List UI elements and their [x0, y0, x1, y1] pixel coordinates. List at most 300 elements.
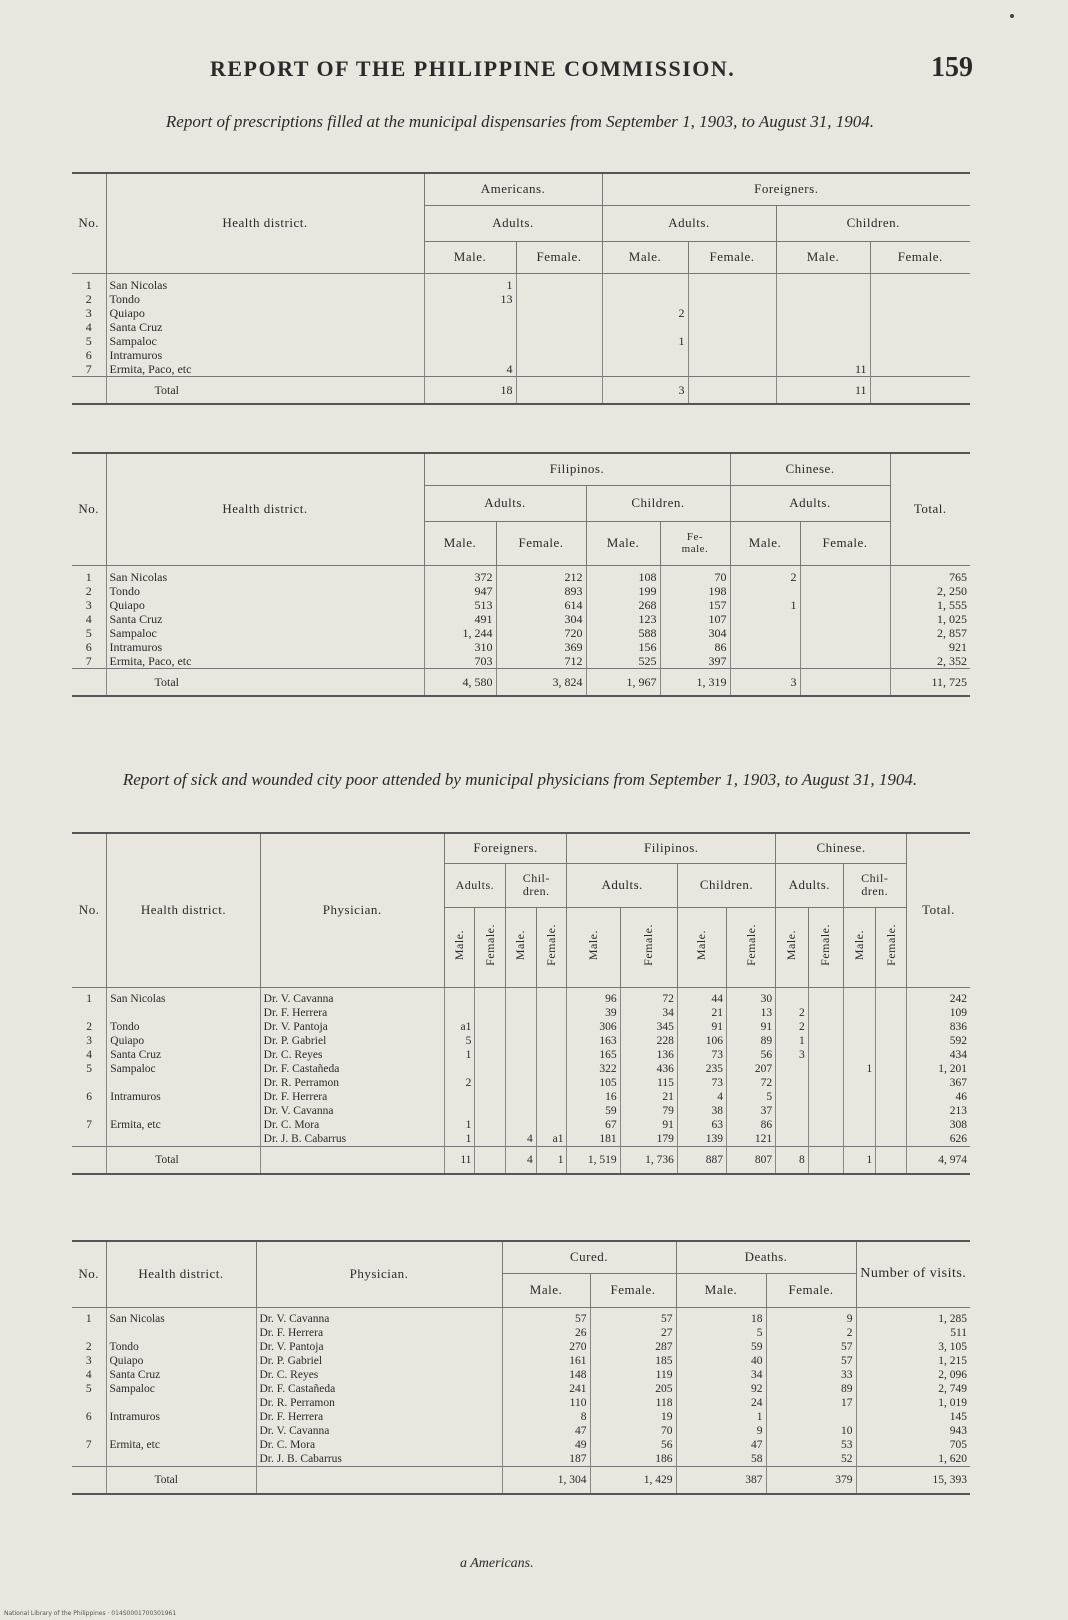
col-header-district: Health district.	[106, 453, 424, 565]
table-row	[72, 626, 970, 640]
health-district: Quiapo	[106, 1354, 256, 1368]
health-district: Ermita, etc	[106, 1438, 256, 1452]
data-cell: 3	[776, 1048, 809, 1062]
data-cell	[776, 1090, 809, 1104]
data-cell: 2	[730, 565, 800, 584]
data-cell: 1	[602, 334, 688, 348]
table-row	[72, 334, 970, 348]
data-cell: 1, 201	[906, 1062, 970, 1076]
data-cell	[424, 320, 516, 334]
vertical-label: Male.	[694, 929, 709, 961]
row-number: 2	[72, 1340, 106, 1354]
table-row	[72, 1132, 970, 1147]
table-row	[72, 1410, 970, 1424]
data-cell	[843, 1020, 876, 1034]
col-header-chinese-adults: Adults.	[730, 485, 890, 521]
row-number: 5	[72, 334, 106, 348]
data-cell: 89	[766, 1382, 856, 1396]
health-district: Sampaloc	[106, 1382, 256, 1396]
data-cell: 765	[890, 565, 970, 584]
data-cell: 2, 096	[856, 1368, 970, 1382]
table-row	[72, 1368, 970, 1382]
data-cell: 105	[567, 1076, 620, 1090]
table-row	[72, 565, 970, 584]
data-cell	[870, 273, 970, 292]
data-cell: 2, 857	[890, 626, 970, 640]
col-header-deaths: Deaths.	[676, 1241, 856, 1273]
total-label: Total	[107, 1146, 260, 1174]
data-cell: 372	[424, 565, 496, 584]
data-cell	[870, 320, 970, 334]
data-cell: a1	[444, 1020, 475, 1034]
data-cell	[475, 1132, 506, 1147]
data-cell: 47	[502, 1424, 590, 1438]
health-district	[106, 1452, 256, 1467]
data-cell	[776, 334, 870, 348]
health-district: Ermita, etc	[107, 1118, 260, 1132]
col-header-physician: Physician.	[256, 1241, 502, 1307]
col-header-male: Male.	[676, 1273, 766, 1307]
data-cell: 3, 105	[856, 1340, 970, 1354]
data-cell: 2, 250	[890, 584, 970, 598]
total-cell: 1, 304	[502, 1466, 590, 1494]
data-cell: 1, 285	[856, 1307, 970, 1326]
data-cell: 181	[567, 1132, 620, 1147]
data-cell: 70	[660, 565, 730, 584]
data-cell: 165	[567, 1048, 620, 1062]
physician-name: Dr. F. Herrera	[260, 1006, 444, 1020]
col-header-male: Male.	[586, 521, 660, 565]
data-cell	[808, 1048, 843, 1062]
row-number: 6	[72, 348, 106, 362]
total-cell: 1	[536, 1146, 567, 1174]
vertical-label: Female.	[818, 924, 833, 966]
row-number: 2	[72, 1020, 107, 1034]
col-header-female: Female.	[800, 521, 890, 565]
col-header-physician: Physician.	[260, 833, 444, 987]
data-cell: 156	[586, 640, 660, 654]
vertical-label: Male.	[784, 929, 799, 961]
data-cell: 72	[726, 1076, 775, 1090]
col-header-female	[620, 907, 677, 987]
data-cell	[506, 1104, 537, 1118]
data-cell	[506, 1118, 537, 1132]
physician-name: Dr. F. Castañeda	[256, 1382, 502, 1396]
data-cell: 5	[444, 1034, 475, 1048]
row-number: 7	[72, 654, 106, 669]
physician-name: Dr. R. Perramon	[260, 1076, 444, 1090]
data-cell: 49	[502, 1438, 590, 1452]
total-row	[72, 1466, 970, 1494]
table-row	[72, 348, 970, 362]
data-cell	[870, 362, 970, 377]
data-cell: 228	[620, 1034, 677, 1048]
row-number	[72, 668, 106, 696]
row-number: 3	[72, 1354, 106, 1368]
total-cell: 1, 519	[567, 1146, 620, 1174]
data-cell: 511	[856, 1326, 970, 1340]
data-cell: 119	[590, 1368, 676, 1382]
row-number	[72, 1132, 107, 1147]
data-cell: 179	[620, 1132, 677, 1147]
health-district	[107, 1076, 260, 1090]
data-cell: 186	[590, 1452, 676, 1467]
col-header-female: Female.	[870, 241, 970, 273]
table-row	[72, 362, 970, 377]
data-cell	[688, 334, 776, 348]
table-row	[72, 654, 970, 669]
row-number: 4	[72, 320, 106, 334]
total-cell: 1	[843, 1146, 876, 1174]
row-number: 6	[72, 1090, 107, 1104]
data-cell	[475, 1006, 506, 1020]
col-header-district: Health district.	[106, 1241, 256, 1307]
data-cell: 4	[506, 1132, 537, 1147]
health-district	[106, 1396, 256, 1410]
row-number: 6	[72, 640, 106, 654]
data-cell	[536, 1034, 567, 1048]
data-cell: 2	[766, 1326, 856, 1340]
data-cell: 241	[502, 1382, 590, 1396]
data-cell: 921	[890, 640, 970, 654]
vertical-label: Male.	[586, 929, 601, 961]
table-row	[72, 1034, 970, 1048]
data-cell	[506, 1076, 537, 1090]
data-cell: 46	[906, 1090, 970, 1104]
table-row	[72, 612, 970, 626]
row-number: 1	[72, 565, 106, 584]
data-cell	[688, 348, 776, 362]
data-cell: 86	[726, 1118, 775, 1132]
physician-name: Dr. P. Gabriel	[260, 1034, 444, 1048]
data-cell: 121	[726, 1132, 775, 1147]
data-cell: 705	[856, 1438, 970, 1452]
data-cell	[602, 320, 688, 334]
scan-credit: National Library of the Philippines · 014S0001700301961	[4, 1610, 177, 1617]
physician-name: Dr. V. Cavanna	[260, 1104, 444, 1118]
sick-wounded-table-outcomes	[72, 1240, 970, 1495]
total-cell: 15, 393	[856, 1466, 970, 1494]
caption-sick-and-wounded: Report of sick and wounded city poor attended by municipal physicians from September 1, 1903, to August 31, 1904.	[122, 770, 918, 789]
prescriptions-table-americans-foreigners	[72, 172, 970, 405]
col-header-no: No.	[72, 453, 106, 565]
data-cell	[536, 1062, 567, 1076]
data-cell	[536, 1048, 567, 1062]
data-cell	[444, 1006, 475, 1020]
data-cell: 53	[766, 1438, 856, 1452]
data-cell	[730, 626, 800, 640]
row-number: 1	[72, 273, 106, 292]
data-cell: 37	[726, 1104, 775, 1118]
total-cell: 3	[730, 668, 800, 696]
data-cell	[475, 1034, 506, 1048]
data-cell: 30	[726, 987, 775, 1006]
col-header-filipinos-adults: Adults.	[567, 863, 677, 907]
data-cell	[506, 1034, 537, 1048]
data-cell: 10	[766, 1424, 856, 1438]
vertical-label: Male.	[452, 929, 467, 961]
data-cell	[800, 626, 890, 640]
data-cell	[776, 273, 870, 292]
data-cell	[843, 1118, 876, 1132]
health-district: Sampaloc	[106, 334, 424, 348]
col-header-female: Female.	[516, 241, 602, 273]
table-row	[72, 987, 970, 1006]
data-cell: 79	[620, 1104, 677, 1118]
data-cell: 1, 555	[890, 598, 970, 612]
data-cell: 19	[590, 1410, 676, 1424]
physician-name: Dr. J. B. Cabarrus	[260, 1132, 444, 1147]
vertical-label: Female.	[482, 924, 497, 966]
table-row	[72, 1382, 970, 1396]
table-row	[72, 1340, 970, 1354]
total-cell	[800, 668, 890, 696]
health-district	[106, 1326, 256, 1340]
total-cell	[808, 1146, 843, 1174]
col-header-male: Male.	[730, 521, 800, 565]
col-header-female: Female.	[766, 1273, 856, 1307]
data-cell	[516, 306, 602, 320]
data-cell: 59	[567, 1104, 620, 1118]
data-cell	[506, 1006, 537, 1020]
vertical-label: Male.	[851, 929, 866, 961]
data-cell	[516, 362, 602, 377]
data-cell	[475, 1048, 506, 1062]
health-district	[107, 1104, 260, 1118]
data-cell: 21	[677, 1006, 726, 1020]
row-number	[72, 376, 106, 404]
data-cell	[475, 1020, 506, 1034]
row-number	[72, 1146, 107, 1174]
data-cell: 11	[776, 362, 870, 377]
data-cell: 836	[906, 1020, 970, 1034]
data-cell: 8	[502, 1410, 590, 1424]
table-row	[72, 1020, 970, 1034]
total-label: Total	[106, 1466, 256, 1494]
data-cell	[475, 987, 506, 1006]
row-number: 7	[72, 362, 106, 377]
col-header-visits: Number of visits.	[856, 1241, 970, 1307]
data-cell: 109	[906, 1006, 970, 1020]
data-cell: 86	[660, 640, 730, 654]
data-cell: 1, 215	[856, 1354, 970, 1368]
data-cell: 1, 019	[856, 1396, 970, 1410]
health-district: Sampaloc	[106, 626, 424, 640]
data-cell: 24	[676, 1396, 766, 1410]
col-header-no: No.	[72, 173, 106, 273]
data-cell	[843, 1034, 876, 1048]
data-cell	[516, 292, 602, 306]
col-header-filipinos-children: Children.	[586, 485, 730, 521]
col-header-female: Female.	[496, 521, 586, 565]
total-cell: 18	[424, 376, 516, 404]
data-cell	[516, 334, 602, 348]
data-cell	[808, 1020, 843, 1034]
data-cell: 34	[620, 1006, 677, 1020]
data-cell: 157	[660, 598, 730, 612]
data-cell: 96	[567, 987, 620, 1006]
data-cell	[808, 1104, 843, 1118]
data-cell	[475, 1104, 506, 1118]
physician-name	[256, 1466, 502, 1494]
row-number: 4	[72, 1048, 107, 1062]
data-cell: 2	[602, 306, 688, 320]
data-cell: 4	[424, 362, 516, 377]
row-number	[72, 1452, 106, 1467]
col-header-male: Male.	[424, 241, 516, 273]
ink-speck	[1010, 14, 1014, 18]
col-header-chinese: Chinese.	[776, 833, 907, 863]
table-row	[72, 1118, 970, 1132]
row-number: 1	[72, 1307, 106, 1326]
row-number	[72, 1466, 106, 1494]
data-cell: 491	[424, 612, 496, 626]
data-cell: 9	[676, 1424, 766, 1438]
total-cell: 4, 974	[906, 1146, 970, 1174]
data-cell: 27	[590, 1326, 676, 1340]
data-cell: 436	[620, 1062, 677, 1076]
data-cell	[843, 1048, 876, 1062]
data-cell: 26	[502, 1326, 590, 1340]
data-cell: 304	[660, 626, 730, 640]
row-number: 7	[72, 1438, 106, 1452]
data-cell	[730, 654, 800, 669]
physician-name: Dr. C. Mora	[260, 1118, 444, 1132]
data-cell	[808, 987, 843, 1006]
data-cell	[424, 348, 516, 362]
health-district: San Nicolas	[107, 987, 260, 1006]
row-number: 7	[72, 1118, 107, 1132]
table-row	[72, 1090, 970, 1104]
physician-name: Dr. V. Pantoja	[256, 1340, 502, 1354]
running-title: REPORT OF THE PHILIPPINE COMMISSION.	[210, 56, 736, 81]
data-cell: 235	[677, 1062, 726, 1076]
data-cell	[870, 348, 970, 362]
col-header-male	[444, 907, 475, 987]
col-header-female	[475, 907, 506, 987]
data-cell: 2	[776, 1006, 809, 1020]
running-head	[70, 52, 973, 88]
col-header-filipinos-adults: Adults.	[424, 485, 586, 521]
prescriptions-table-filipinos-chinese	[72, 452, 970, 697]
data-cell: 308	[906, 1118, 970, 1132]
data-cell	[776, 1104, 809, 1118]
data-cell: 47	[676, 1438, 766, 1452]
col-header-male	[677, 907, 726, 987]
data-cell	[876, 1048, 907, 1062]
data-cell	[808, 1076, 843, 1090]
data-cell	[776, 1062, 809, 1076]
data-cell: 91	[726, 1020, 775, 1034]
health-district	[107, 1006, 260, 1020]
data-cell	[536, 1090, 567, 1104]
data-cell: 213	[906, 1104, 970, 1118]
physician-name: Dr. F. Herrera	[256, 1410, 502, 1424]
col-header-foreigners-children: Children.	[776, 205, 970, 241]
data-cell: 270	[502, 1340, 590, 1354]
col-header-foreigners-children: Chil- dren.	[506, 863, 567, 907]
health-district	[106, 1424, 256, 1438]
health-district: San Nicolas	[106, 565, 424, 584]
data-cell	[876, 1104, 907, 1118]
health-district	[107, 1132, 260, 1147]
data-cell: 33	[766, 1368, 856, 1382]
data-cell: 70	[590, 1424, 676, 1438]
data-cell: 139	[677, 1132, 726, 1147]
row-number: 5	[72, 1382, 106, 1396]
vertical-label: Female.	[743, 924, 758, 966]
total-cell: 1, 967	[586, 668, 660, 696]
data-cell: 63	[677, 1118, 726, 1132]
total-cell: 4, 580	[424, 668, 496, 696]
total-cell: 887	[677, 1146, 726, 1174]
sick-wounded-table-attendance	[72, 832, 970, 1175]
table-row	[72, 1076, 970, 1090]
physician-name: Dr. R. Perramon	[256, 1396, 502, 1410]
row-number: 4	[72, 1368, 106, 1382]
data-cell: 91	[620, 1118, 677, 1132]
row-number: 1	[72, 987, 107, 1006]
data-cell: 626	[906, 1132, 970, 1147]
table-row	[72, 1062, 970, 1076]
col-header-male	[506, 907, 537, 987]
data-cell: 304	[496, 612, 586, 626]
data-cell: 513	[424, 598, 496, 612]
col-header-total: Total.	[906, 833, 970, 987]
data-cell: 57	[766, 1340, 856, 1354]
col-header-foreigners-adults: Adults.	[444, 863, 505, 907]
col-header-male: Male.	[502, 1273, 590, 1307]
data-cell: 322	[567, 1062, 620, 1076]
data-cell: 1, 244	[424, 626, 496, 640]
col-header-chinese-children: Chil- dren.	[843, 863, 906, 907]
total-cell: 807	[726, 1146, 775, 1174]
data-cell: 893	[496, 584, 586, 598]
total-cell: 4	[506, 1146, 537, 1174]
data-cell	[730, 640, 800, 654]
health-district: Intramuros	[107, 1090, 260, 1104]
data-cell: 943	[856, 1424, 970, 1438]
data-cell: 67	[567, 1118, 620, 1132]
col-header-filipinos: Filipinos.	[567, 833, 776, 863]
col-header-female	[536, 907, 567, 987]
physician-name: Dr. V. Cavanna	[256, 1307, 502, 1326]
physician-name: Dr. V. Cavanna	[256, 1424, 502, 1438]
table-row	[72, 1424, 970, 1438]
data-cell	[843, 1090, 876, 1104]
caption-prescriptions: Report of prescriptions filled at the municipal dispensaries from September 1, 1903, to August 31, 1904.	[165, 112, 875, 131]
data-cell: 38	[677, 1104, 726, 1118]
data-cell: 1, 620	[856, 1452, 970, 1467]
health-district: Ermita, Paco, etc	[106, 654, 424, 669]
data-cell	[843, 1006, 876, 1020]
col-header-foreigners-adults: Adults.	[602, 205, 776, 241]
total-cell: 3	[602, 376, 688, 404]
data-cell	[688, 273, 776, 292]
health-district: San Nicolas	[106, 1307, 256, 1326]
total-row	[72, 376, 970, 404]
data-cell: 5	[676, 1326, 766, 1340]
table-row	[72, 273, 970, 292]
col-header-male	[776, 907, 809, 987]
health-district: Santa Cruz	[106, 612, 424, 626]
vertical-label: Male.	[513, 929, 528, 961]
data-cell	[870, 334, 970, 348]
col-header-district: Health district.	[107, 833, 260, 987]
data-cell	[800, 584, 890, 598]
data-cell	[506, 1048, 537, 1062]
row-number: 6	[72, 1410, 106, 1424]
